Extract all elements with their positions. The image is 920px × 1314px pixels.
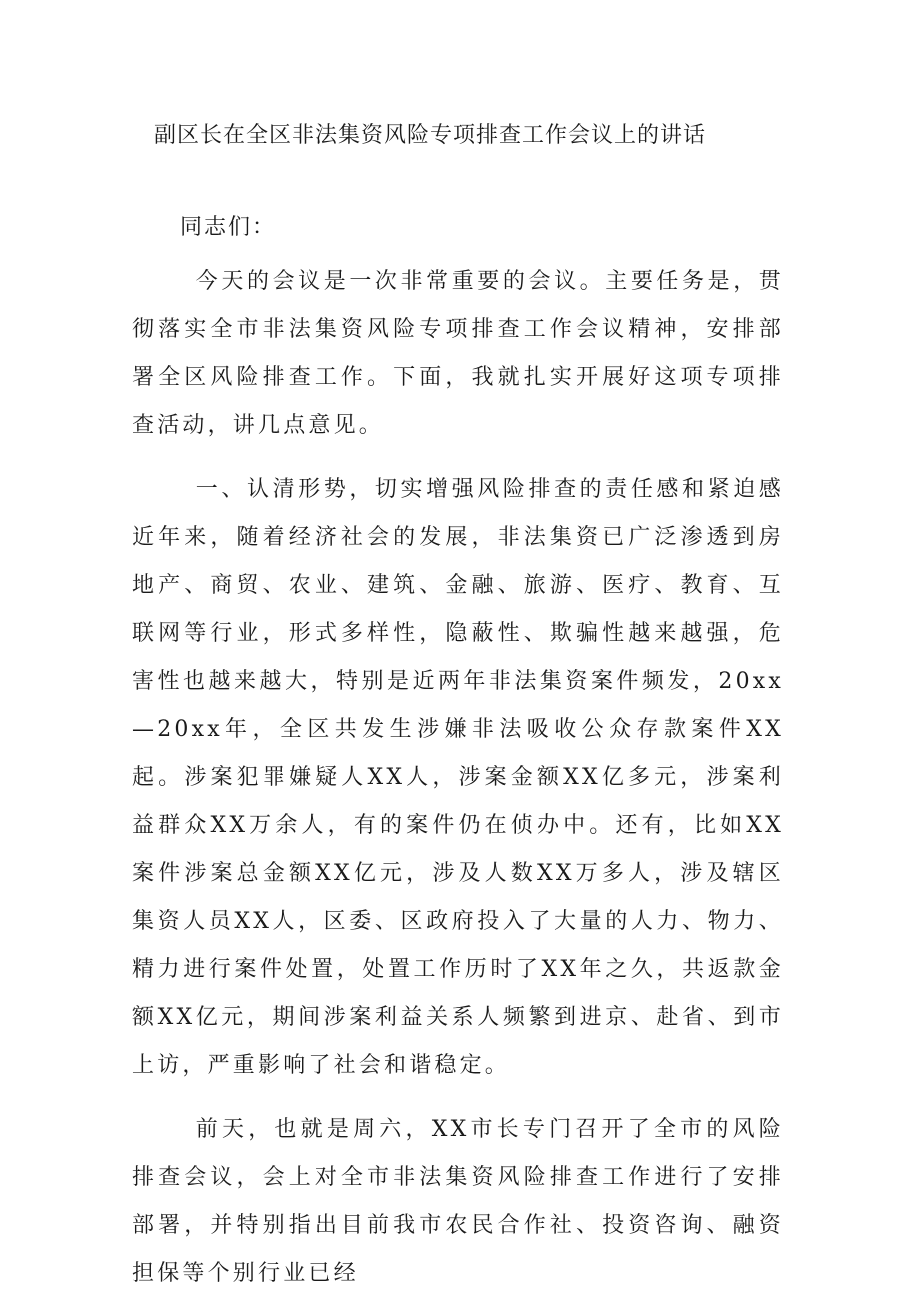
paragraph-situation: 一、认清形势，切实增强风险排查的责任感和紧迫感近年来，随着经济社会的发展，非法集资已广泛渗透到房地产、商贸、农业、建筑、金融、旅游、医疗、教育、互联网等行业，形式多样性，隐蔽性、欺骗性越来越强，危害性也越来越大，特别是近两年非法集资案件频发，20xx—20xx年，全区共发生涉嫌非法吸收公众存款案件XX起。涉案犯罪嫌疑人XX人，涉案金额XX亿多元，涉案利益群众XX万余人，有的案件仍在侦办中。还有，比如XX案件涉案总金额XX亿元，涉及人数XX万多人，涉及辖区集资人员XX人，区委、区政府投入了大量的人力、物力、精力进行案件处置，处置工作历时了XX年之久，共返款金额XX亿元，期间涉案利益关系人频繁到进京、赴省、到市上访，严重影响了社会和谐稳定。	[132, 477, 784, 1078]
paragraph-intro: 今天的会议是一次非常重要的会议。主要任务是，贯彻落实全市非法集资风险专项排查工作会议精神，安排部署全区风险排查工作。下面，我就扎实开展好这项专项排查活动，讲几点意见。	[132, 269, 784, 438]
paragraph-meeting: 前天，也就是周六，XX市长专门召开了全市的风险排查会议，会上对全市非法集资风险排查工作进行了安排部署，并特别指出目前我市农民合作社、投资咨询、融资担保等个别行业已经	[132, 1117, 784, 1286]
document-title: 副区长在全区非法集资风险专项排查工作会议上的讲话	[153, 123, 706, 148]
salutation: 同志们：	[180, 215, 277, 240]
document-body	[132, 258, 784, 1314]
